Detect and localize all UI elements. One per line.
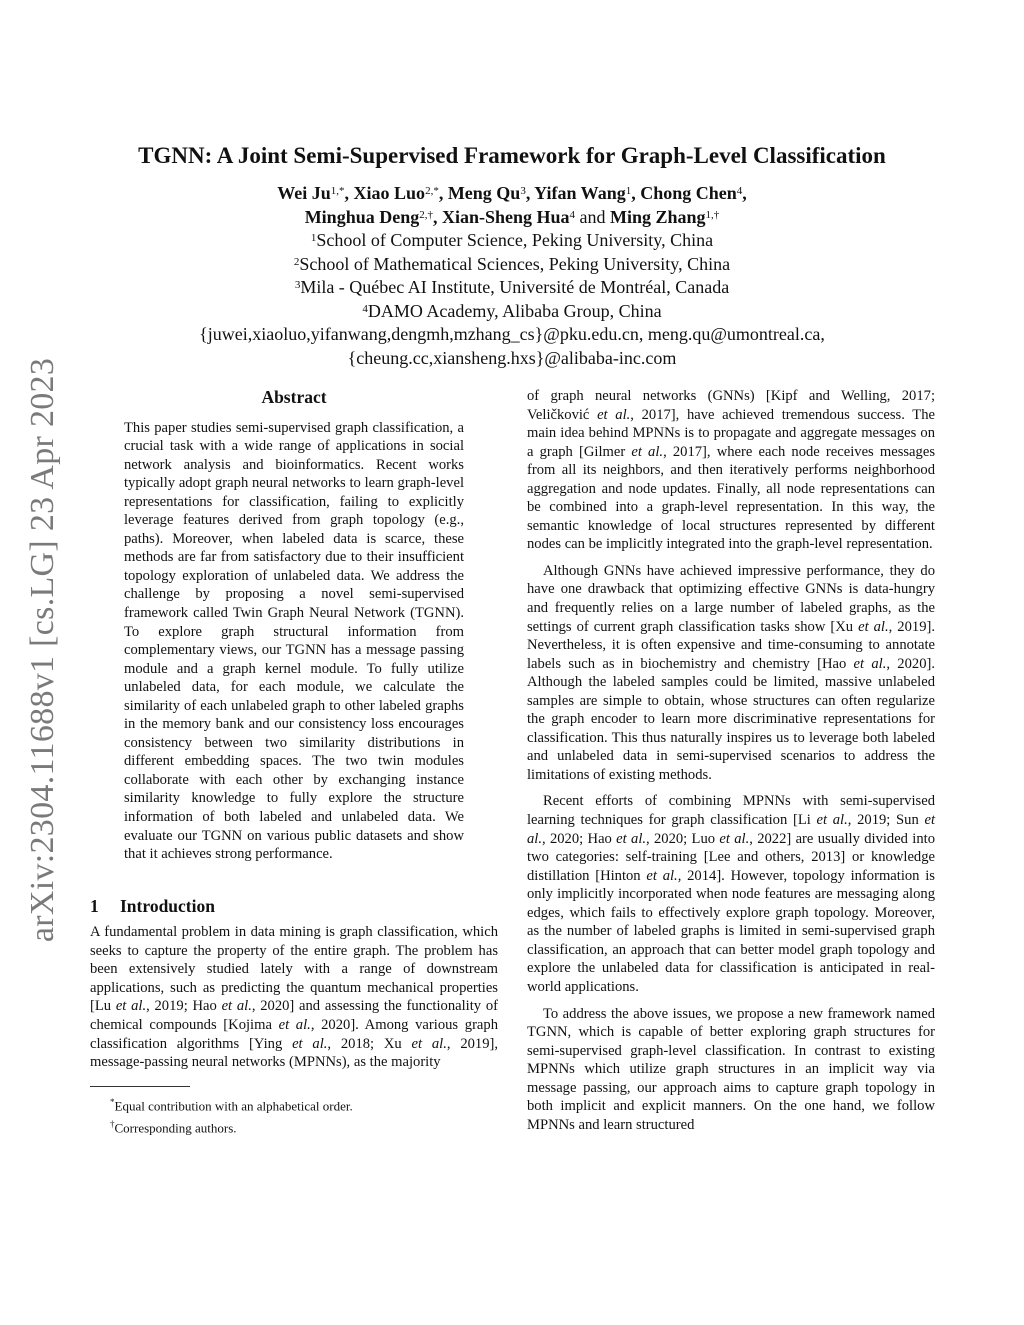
footnote-mark: † xyxy=(110,1118,115,1129)
intro-paragraph: To address the above issues, we propose a new framework named TGNN, which is capable of better exploring graph structures for semi-supervised graph-level classification. In contrast to existing MPNNs which utilize graph structures in an implicit way via message passing, our approach aims to capture graph topology in both implicit and explicit manners. On the one hand, we follow MPNNs and learn structured xyxy=(527,1005,935,1133)
section-number: 1 xyxy=(90,895,99,916)
author-affiliation-mark: 3 xyxy=(520,185,526,197)
email-line: {juwei,xiaoluo,yifanwang,dengmh,mzhang_cs}@pku.edu.cn, meng.qu@umontreal.ca, xyxy=(199,324,825,344)
author-name: Meng Qu xyxy=(447,183,521,203)
email-line: {cheung.cc,xiansheng.hxs}@alibaba-inc.com xyxy=(347,347,677,368)
affiliation-mark: 4 xyxy=(362,302,368,315)
author-name: Yifan Wang xyxy=(534,183,626,203)
arxiv-identifier-stamp xyxy=(20,350,66,950)
author-name: Xiao Luo xyxy=(353,183,426,203)
author-affiliation-mark: 1,* xyxy=(330,185,345,197)
author-name: Ming Zhang xyxy=(610,206,706,227)
author-name: Chong Chen xyxy=(640,183,737,203)
italic-run: et al. xyxy=(719,830,750,847)
intro-paragraph: Although GNNs have achieved impressive performance, they do have one drawback that optimizing effective GNNs is data-hungry and frequently relies on a large number of labeled graphs, as the settings of current graph classification tasks show [Xu et al., 2019]. Nevertheless, it is often expensive and time-consuming to annotate labels such as in biochemistry and chemistry [Hao et al., 2020]. Although the labeled samples could be limited, massive unlabeled samples are simple to obtain, whose structures can often regularize the graph encoder to learn more discriminative representations for classification. This thus naturally inspires us to leverage both labeled and unlabeled data in semi-supervised scenarios to address the limitations of existing methods. xyxy=(527,562,936,783)
italic-run: et al. xyxy=(292,1035,328,1052)
italic-run: et al. xyxy=(527,812,936,847)
author-name: Xian-Sheng Hua xyxy=(441,206,570,227)
italic-run: et al. xyxy=(631,443,664,460)
author-affiliation-mark: 4 xyxy=(569,208,576,221)
footnote-mark: * xyxy=(110,1096,115,1107)
italic-run: et al. xyxy=(816,812,848,829)
intro-paragraph: of graph neural networks (GNNs) [Kipf and Welling, 2017; Veličković et al., 2017], have achieved tremendous success. The main idea behind MPNNs is to propagate and aggregate messages on a graph [Gilmer et al., 2017], where each node receives messages from all its neighbors, and then iteratively performs neighborhood aggregation and node updates. Finally, all node representations can be combined into a graph-level representation. In this way, the semantic knowledge of local structures represented by different nodes can be implicitly integrated into the graph-level representation. xyxy=(527,388,935,553)
author-line-1: Wei $Ju^{1,*}$, Xiao Luo$^{2,*}$, Meng Qu$^3$, Yifan Wang$^1$, Chong Chen$^4$, xyxy=(277,183,747,203)
and-word: and xyxy=(579,206,606,227)
paper-header xyxy=(0,182,1024,370)
affiliation-mark: 2 xyxy=(293,255,300,268)
author-line-2: Minghua Deng$^{2,\dagger}$, Xian-Sheng Hua$^4$ and Ming Zhang$^{1,\dagger}$ xyxy=(304,206,720,227)
affiliation-line xyxy=(0,229,1024,253)
right-column xyxy=(527,387,935,1134)
author-affiliation-mark: 4 xyxy=(736,185,743,197)
intro-paragraph-left: A fundamental problem in data mining is graph classification, which seeks to capture the property of the entire graph. The problem has been extensively studied lately with a range of downstream applications, such as predicting the quantum mechanical properties [Lu et al., 2019; Hao et al., 2020] and assessing the functionality of chemical compounds [Kojima et al., 2020]. Among various graph classification algorithms [Ying et al., 2018; Xu et al., 2019], message-passing neural networks (MPNNs), as the majority xyxy=(90,924,499,1071)
footnote xyxy=(90,1115,498,1137)
affiliation-line xyxy=(0,300,1024,324)
affiliation-line xyxy=(0,253,1024,277)
section-title-text: Introduction xyxy=(120,895,215,916)
footnote xyxy=(90,1093,498,1115)
author-name: Wei Ju xyxy=(277,183,331,203)
footnotes xyxy=(90,1093,498,1138)
section-heading-introduction xyxy=(90,897,498,916)
author-affiliation-mark: 2,† xyxy=(419,208,433,221)
italic-run: et al. xyxy=(616,830,647,847)
italic-run: et al. xyxy=(221,998,252,1015)
affiliation-mark: 1 xyxy=(310,232,317,244)
affiliation-mark: 3 xyxy=(294,279,301,291)
affiliation-text: School of Mathematical Sciences, Peking University, China xyxy=(299,253,731,274)
author-name: Minghua Deng xyxy=(304,206,420,227)
affiliation-line xyxy=(0,276,1024,300)
paper-title: TGNN: A Joint Semi-Supervised Framework for Graph-Level Classification xyxy=(138,143,886,168)
author-affiliation-mark: 2,* xyxy=(425,185,439,197)
abstract-heading: Abstract xyxy=(261,387,327,407)
arxiv-identifier-text: arXiv:2304.11688v1 [cs.LG] 23 Apr 2023 xyxy=(24,357,62,943)
italic-run: et al. xyxy=(278,1016,311,1033)
footnote-text: Equal contribution with an alphabetical order. xyxy=(114,1097,353,1113)
footnote-divider xyxy=(90,1086,190,1087)
author-affiliation-mark: 1 xyxy=(625,185,632,197)
italic-run: et al. xyxy=(858,618,889,635)
intro-paragraph: Recent efforts of combining MPNNs with semi-supervised learning techniques for graph classification [Li et al., 2019; Sun et al., 2020; Hao et al., 2020; Luo et al., 2022] are usually divided into two categories: self-training [Lee and others, 2013] or knowledge distillation [Hinton et al., 2014]. However, topology information is only implicitly incorporated when node features are messaging along edges, which fails to effectively explore graph topology. Moreover, as the number of labeled graphs is limited in semi-supervised graph classification, an approach that can better model graph topology and explore the unlabeled data for classification is anticipated in real-world applications. xyxy=(527,793,936,995)
affiliation-text: Mila - Québec AI Institute, Université de Montréal, Canada xyxy=(300,277,730,297)
italic-run: et al. xyxy=(597,406,631,423)
italic-run: et al. xyxy=(411,1035,447,1052)
abstract-text: This paper studies semi-supervised graph classification, a crucial task with a wide range of applications in social network analysis and bioinformatics. Recent works typically adopt graph neural networks to learn graph-level representations for classification, failing to explicitly leverage features derived from graph topology (e.g., paths). Moreover, when labeled data is scarce, these methods are far from satisfactory due to their insufficient topology exploration of unlabeled data. We address the challenge by proposing a novel semi-supervised framework called Twin Graph Neural Network (TGNN). To explore graph structural information from complementary views, our TGNN has a message passing module and a graph kernel module. To fully utilize unlabeled data, for each module, we calculate the similarity of each unlabeled graph to other labeled graphs in the memory bank and our consistency loss encourages consistency between two similarity distributions in different embedding spaces. The two twin modules collaborate with each other by exchanging instance similarity knowledge to fully explore the structure information of both labeled and unlabeled data. We evaluate our TGNN on various public datasets and show that it achieves strong performance. xyxy=(124,419,464,863)
italic-run: et al. xyxy=(646,867,678,884)
affiliation-text: School of Computer Science, Peking University, China xyxy=(316,230,714,250)
affiliation-text: DAMO Academy, Alibaba Group, China xyxy=(367,300,662,321)
author-affiliation-mark: 1,† xyxy=(705,208,720,221)
italic-run: et al. xyxy=(853,655,887,672)
left-column xyxy=(90,387,498,1137)
italic-run: et al. xyxy=(115,998,147,1015)
footnote-text: Corresponding authors. xyxy=(114,1120,237,1136)
